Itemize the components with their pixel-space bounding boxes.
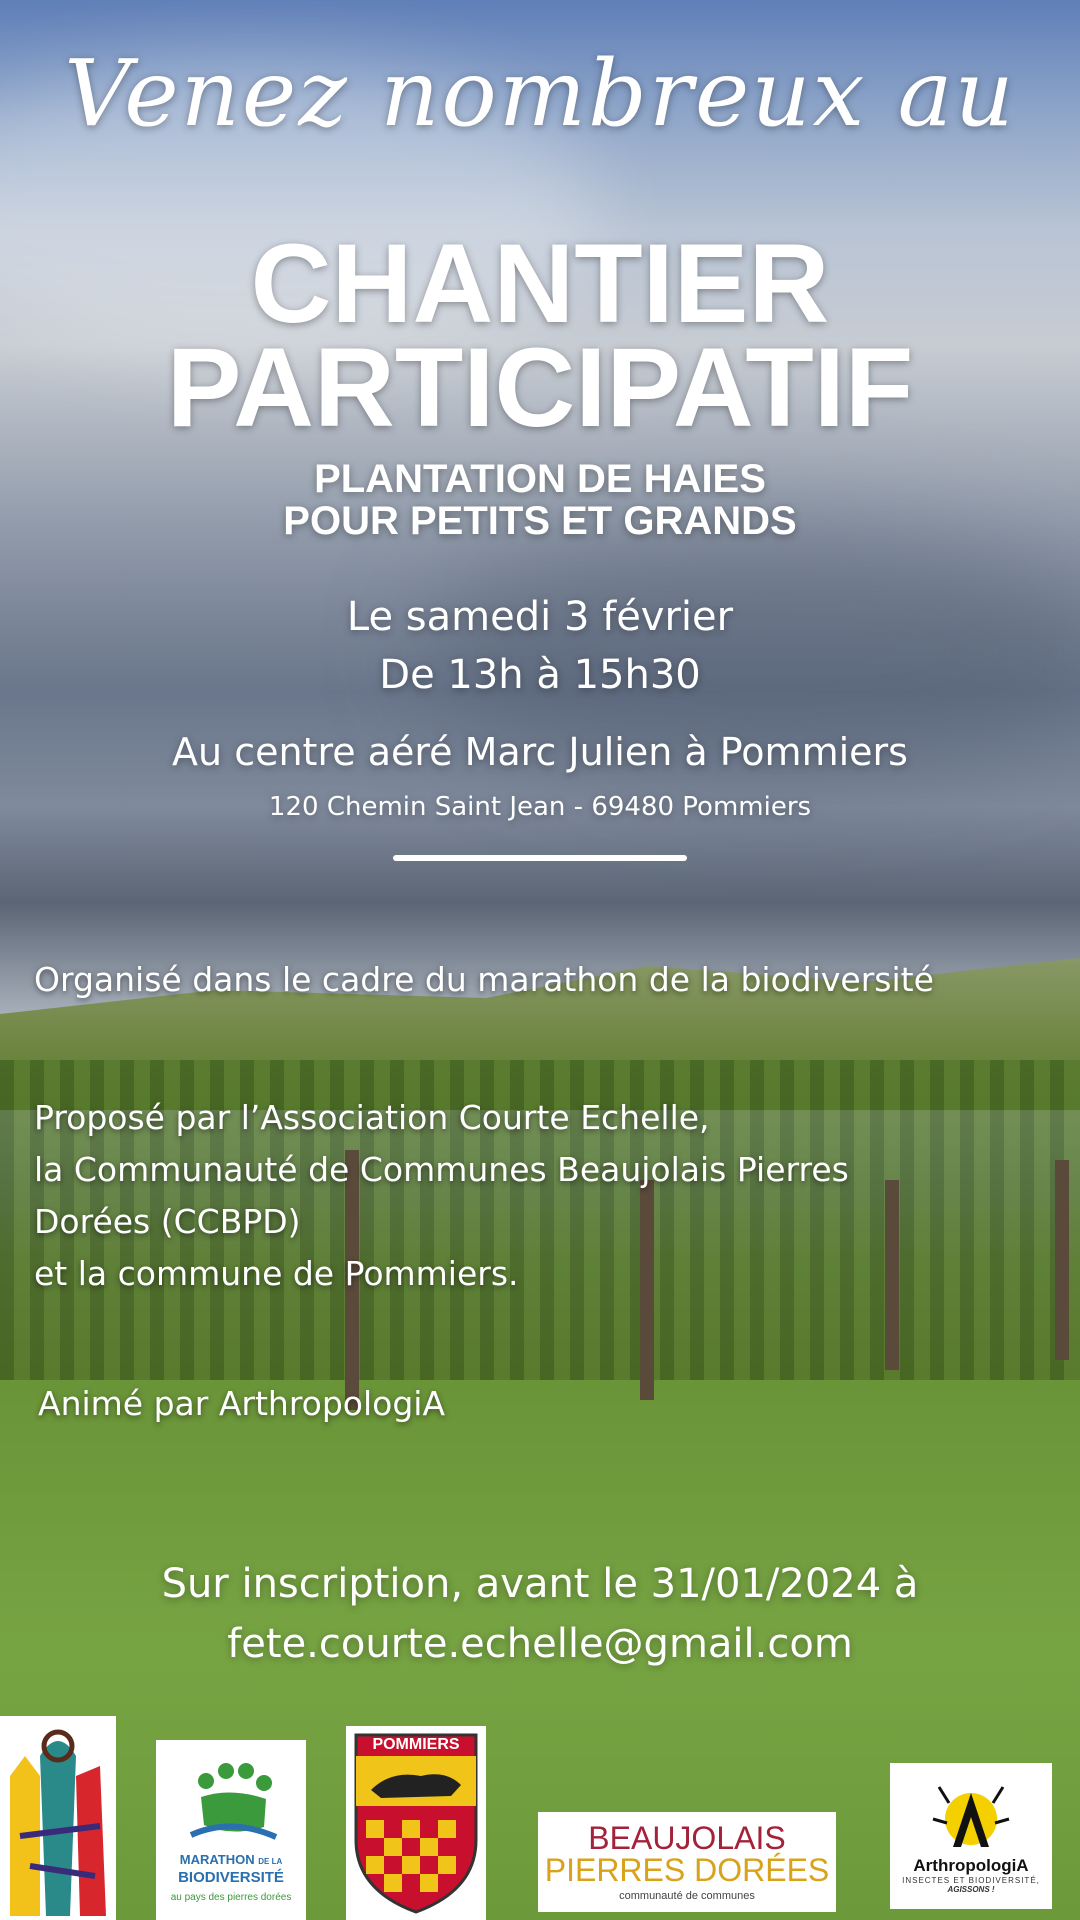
marathon-tagline: au pays des pierres dorées <box>170 1892 292 1903</box>
pommiers-coat-of-arms <box>346 1726 486 1920</box>
subtitle-line-2: POUR PETITS ET GRANDS <box>283 499 797 543</box>
vine-post <box>885 1180 899 1370</box>
courte-echelle-logo <box>0 1716 116 1920</box>
organized-text: Organisé dans le cadre du marathon de la biodiversité <box>34 960 934 999</box>
proposed-by-text <box>34 1092 849 1300</box>
shield-icon <box>351 1730 481 1916</box>
title-line-2: PARTICIPATIF <box>166 325 914 450</box>
beaujolais-line-2: PIERRES DORÉES <box>544 1852 830 1888</box>
proposed-line-3: Dorées (CCBPD) <box>34 1202 301 1241</box>
subtitle <box>0 458 1080 542</box>
registration <box>0 1554 1080 1674</box>
hand-leaves-icon <box>176 1757 286 1847</box>
arthro-tagline-1: INSECTES ET BIODIVERSITÉ, <box>902 1875 1040 1885</box>
marathon-biodiversity: BIODIVERSITÉ <box>178 1869 284 1886</box>
beaujolais-pierres-dorees-logo <box>538 1812 836 1912</box>
figure-drawing-icon <box>0 1716 116 1920</box>
arthro-name: ArthropologiA <box>913 1855 1029 1875</box>
subtitle-line-1: PLANTATION DE HAIES <box>314 457 766 501</box>
event-place: Au centre aéré Marc Julien à Pommiers <box>172 730 908 774</box>
event-time: De 13h à 15h30 <box>379 652 701 698</box>
divider <box>393 855 687 861</box>
insect-a-icon <box>931 1779 1011 1851</box>
event-date: Le samedi 3 février <box>346 594 734 640</box>
registration-email[interactable]: fete.courte.echelle@gmail.com <box>227 1621 853 1667</box>
arthro-tagline-2: AGISSONS ! <box>947 1884 995 1894</box>
event-address: 120 Chemin Saint Jean - 69480 Pommiers <box>268 792 812 822</box>
pommiers-label: POMMIERS <box>372 1736 460 1753</box>
marathon-small: DE LA <box>258 1857 283 1866</box>
beaujolais-line-1: BEAUJOLAIS <box>588 1820 786 1856</box>
beaujolais-tagline: communauté de communes <box>619 1890 755 1902</box>
title-line-1: CHANTIER <box>250 221 830 346</box>
proposed-line-2: la Communauté de Communes Beaujolais Pierres <box>34 1150 849 1189</box>
marathon-name: MARATHON <box>179 1852 255 1867</box>
animated-by-text: Animé par ArthropologiA <box>38 1384 446 1423</box>
event-datetime <box>0 588 1080 704</box>
proposed-line-4: et la commune de Pommiers. <box>34 1254 519 1293</box>
arthropologia-logo <box>890 1763 1052 1909</box>
vine-post <box>1055 1160 1069 1360</box>
proposed-line-1: Proposé par l’Association Courte Echelle, <box>34 1098 710 1137</box>
script-heading: Venez nombreux au <box>64 40 1016 147</box>
marathon-biodiversite-logo <box>156 1740 306 1920</box>
registration-line-1: Sur inscription, avant le 31/01/2024 à <box>161 1561 919 1607</box>
